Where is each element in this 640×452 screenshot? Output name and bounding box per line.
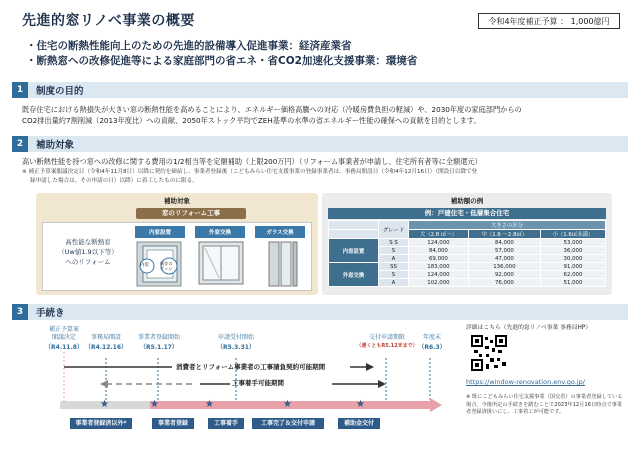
subsidy-note-line-1: ※ 補正予算案閣議決定日（令和4年11月8日）以降に契約を締結し、事業者登録後（こどもみらい住宅支援事業の登録事業者は、事務局開設日（令和4年12月16日）（開設日以降で登 [22, 169, 478, 175]
grant-subheading: 例：戸建住宅・低層集合住宅 [328, 208, 606, 219]
value-cell: 136,000 [468, 263, 540, 271]
section-title: 手続き [36, 308, 65, 319]
star-icon: ★ [100, 399, 109, 410]
milestone-label: 事務局開設 [90, 334, 121, 341]
contract-period-label: 消費者とリフォーム事業者の工事請負契約可能期間 [176, 363, 326, 371]
value-cell: 91,000 [540, 263, 605, 271]
target-heading: 補助対象 [164, 197, 190, 205]
target-pill: 窓のリフォーム工事 [136, 208, 246, 219]
step-unregistered: 事業者登録済以外* [70, 418, 132, 429]
grant-blank-cell [329, 230, 379, 239]
group-outer-window: 外窓交換 [329, 263, 379, 287]
milestone-date: （R4.11.8） [45, 344, 83, 351]
procedure-note: ※ 既にこどもみらい住宅支援事業（国交省）の事業者登録している場合、今後所定の手続きを踏むことで2023年12月16日時点で事業者登録済扱いにし、工事着工が可能です。 [466, 394, 623, 415]
table-row [329, 263, 606, 271]
grant-heading: 補助額の例 [450, 197, 484, 205]
subsidy-main-text: 高い断熱性能を持つ窓への改修に関する費用の1/2相当等を定額補助（上限200万円）（リフォーム事業者が申請し、住宅所有者等に全額還元） [22, 157, 482, 166]
col-small: 小（1.6㎡未満） [540, 230, 605, 239]
value-cell: 36,000 [540, 247, 605, 255]
milestone-date: （R6.3） [418, 344, 446, 351]
value-cell: 30,000 [540, 255, 605, 263]
section-procedure-header [12, 304, 628, 320]
value-cell: 76,000 [468, 279, 540, 287]
details-text: 詳細はこちら（先進的窓リノベ事業 事務局HP） [466, 325, 592, 331]
milestone-label: 年度末 [422, 334, 441, 341]
value-cell: 51,000 [540, 279, 605, 287]
grade-cell: S [379, 247, 409, 255]
group-inner-window: 内窓設置 [329, 239, 379, 263]
value-cell: 84,000 [409, 247, 469, 255]
milestone-application [206, 334, 266, 351]
value-cell: 124,000 [409, 239, 469, 247]
section-subsidy-header [12, 136, 628, 152]
purpose-line-1: 既存住宅における熱損失が大きい窓の断熱性能を高めることにより、エネルギー価格高騰への対応（冷暖房費負担の軽減）や、2030年度の家庭部門からの [22, 105, 522, 114]
target-content [42, 222, 312, 291]
star-icon: ★ [150, 399, 159, 410]
tag-inner-window: 内窓設置 [135, 226, 185, 238]
section-title: 制度の目的 [36, 86, 84, 97]
milestone-label: 申請受付開始 [217, 334, 254, 341]
purpose-line-2: CO2排出量約7割削減（2013年度比）への貢献、2050年ストック平均でZEH基準の水準の省エネルギー性能の確保への貢献を目的とします。 [22, 116, 481, 125]
bullet-meti: ・住宅の断熱性能向上のための先進的設備導入促進事業：経済産業省 [26, 40, 352, 52]
target-box [36, 193, 318, 295]
budget-badge: 令和4年度補正予算 ： 1,000億円 [478, 13, 620, 29]
glass-illustration [255, 240, 307, 288]
official-site-link[interactable]: https://window-renovation.env.go.jp/ [466, 378, 585, 386]
milestone-date: （R4.12.16） [84, 344, 128, 351]
performance-line: へのリフォーム [65, 258, 111, 266]
bullet-moe: ・断熱窓への改修促進等による家庭部門の省エネ・省CO2加速化支援事業：環境省 [26, 55, 418, 67]
grant-blank-cell [329, 221, 379, 230]
outer-window-illustration [193, 240, 249, 288]
grade-cell: SS [379, 263, 409, 271]
value-cell: 57,000 [468, 247, 540, 255]
grade-cell: A [379, 279, 409, 287]
work-period-label: 工事着手可能期間 [232, 379, 284, 387]
performance-line: （Uw値1.9以下等） [58, 248, 118, 256]
milestone-date: （R5.1.17） [140, 344, 178, 351]
page-title: 先進的窓リノベ事業の概要 [22, 13, 195, 29]
milestone-date: （遅くともR5.12末まで） [356, 343, 418, 349]
star-icon: ★ [205, 399, 214, 410]
grant-box [322, 193, 612, 295]
col-medium: 中（1.6 ～2.8㎡） [468, 230, 540, 239]
grant-table [328, 220, 606, 287]
inner-label: 内窓 [140, 263, 149, 268]
step-grant-payment: 補助金交付 [338, 418, 380, 429]
value-cell: 53,000 [540, 239, 605, 247]
value-cell: 62,000 [540, 271, 605, 279]
performance-text [49, 237, 127, 267]
star-icon: ★ [283, 399, 292, 410]
performance-line: 高性能な断熱窓 [65, 238, 111, 246]
milestone-label: 事業者登録開始 [137, 334, 180, 341]
value-cell: 47,000 [468, 255, 540, 263]
step-completion-application: 工事完了＆交付申請 [252, 418, 324, 429]
tag-glass-replacement: ガラス交換 [255, 226, 305, 238]
col-large: 大（2.8 ㎡～） [409, 230, 469, 239]
value-cell: 84,000 [468, 239, 540, 247]
star-icon: ★ [356, 399, 365, 410]
section-number: 3 [12, 304, 28, 320]
milestone-registration [126, 334, 192, 351]
grade-cell: S [379, 271, 409, 279]
step-start-work: 工事着手 [208, 418, 244, 429]
timeline-bar [60, 398, 442, 412]
step-registration: 事業者登録 [152, 418, 194, 429]
sash-label: 既存のサッシ [160, 261, 173, 271]
grade-cell: A [379, 255, 409, 263]
table-row [329, 239, 606, 247]
subsidy-note [22, 168, 622, 185]
subsidy-note-line-2: 録申請した場合は、その申請の日）以降）に着工したものに限る。 [30, 177, 198, 184]
section-title: 補助対象 [36, 140, 75, 151]
section-number: 1 [12, 82, 28, 98]
milestone-label: 補正予算案 閣議決定 [48, 326, 79, 341]
milestone-fiscal-end [412, 334, 452, 351]
qr-code-icon[interactable] [470, 334, 508, 372]
purpose-text [22, 104, 622, 126]
milestone-label: 交付申請期限 [368, 334, 405, 341]
grade-header: グレード [379, 221, 409, 239]
section-number: 2 [12, 136, 28, 152]
value-cell: 183,000 [409, 263, 469, 271]
value-cell: 92,000 [468, 271, 540, 279]
grade-cell: S S [379, 239, 409, 247]
tag-outer-window: 外窓交換 [195, 226, 245, 238]
value-cell: 102,000 [409, 279, 469, 287]
milestone-date: （R5.3.31） [217, 344, 255, 351]
size-header: 大きさの区分 [409, 221, 606, 230]
section-purpose-header [12, 82, 628, 98]
value-cell: 124,000 [409, 271, 469, 279]
value-cell: 69,000 [409, 255, 469, 263]
